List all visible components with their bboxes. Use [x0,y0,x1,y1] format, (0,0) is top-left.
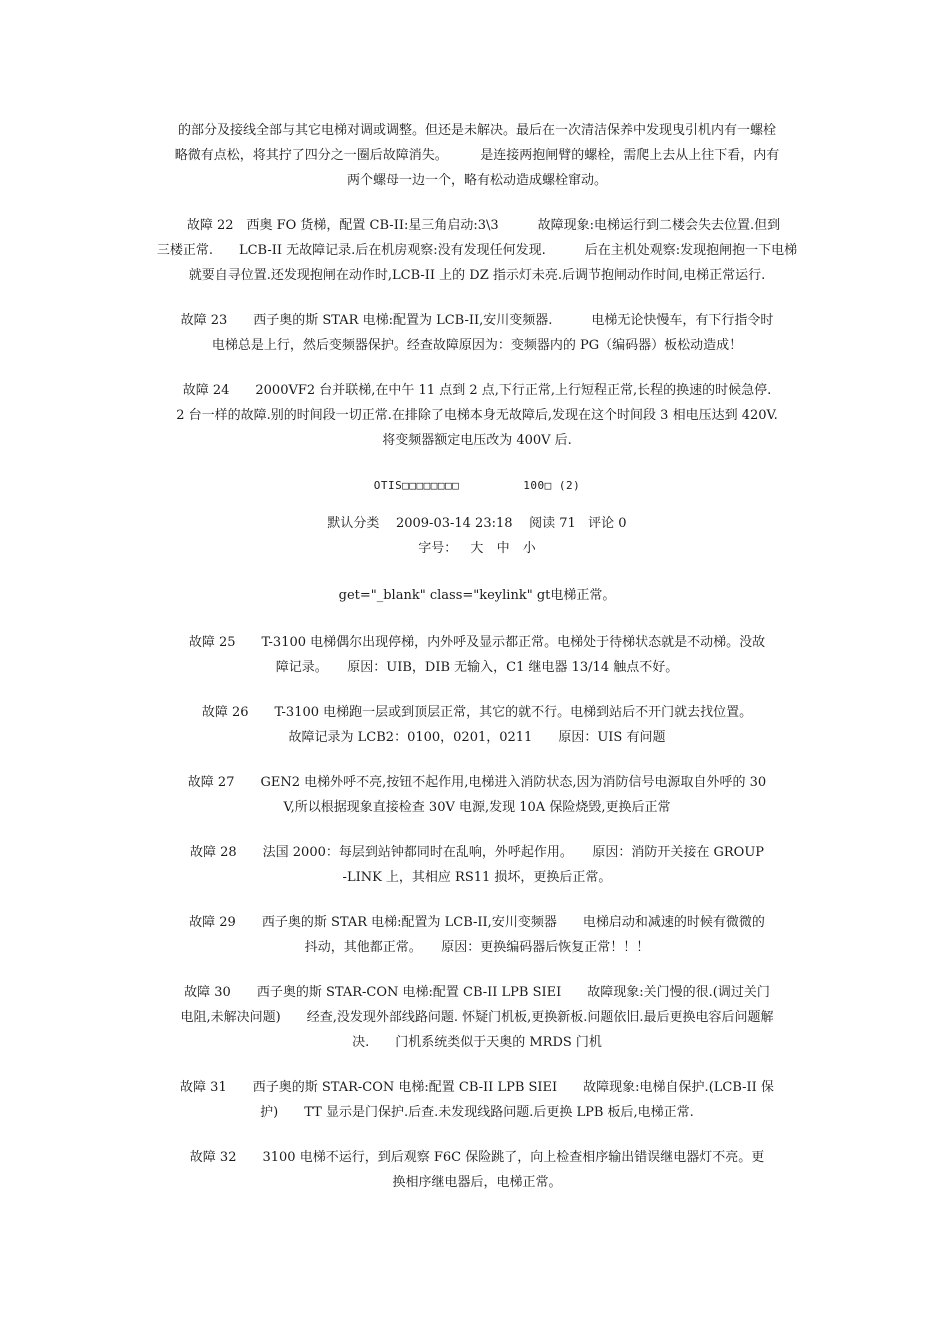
text-line: 故障 31 西子奥的斯 STAR-CON 电梯:配置 CB-II LPB SIEI 故障现象:电梯自保护.(LCB-II 保 [180,1080,774,1095]
fault-25-paragraph [146,630,808,680]
text-line: 故障 22 西奥 FO 货梯，配置 CB-II:星三角启动:3\3 故障现象:电梯运行到二楼会失去位置.但到 [173,218,781,233]
text-line: 故障 29 西子奥的斯 STAR 电梯:配置为 LCB-II,安川变频器 电梯启动和减速的时候有微微的 [189,915,765,930]
fault-23-paragraph [146,308,808,358]
fault-28-paragraph [146,840,808,890]
text-line: 决. 门机系统类似于天奥的 MRDS 门机 [352,1035,602,1050]
text-line: 故障 28 法国 2000：每层到站钟都同时在乱响，外呼起作用。 原因：消防开关接在 GROUP [189,845,765,860]
text-line: 故障 32 3100 电梯不运行，到后观察 F6C 保险跳了，向上检查相序输出错误继电器灯不亮。更 [189,1150,765,1165]
text-line: 故障 25 T-3100 电梯偶尔出现停梯，内外呼及显示都正常。电梯处于待梯状态就是不动梯。没故 [188,635,766,650]
post-meta [146,511,808,536]
fault-29-paragraph [146,910,808,960]
font-size-medium-link[interactable]: 中 [496,541,510,556]
text-line: 电阻,未解决问题) 经查,没发现外部线路问题. 怀疑门机板,更换新板.问题依旧.最后更换电容后问题解 [180,1010,774,1025]
continuation-paragraph [146,118,808,193]
fault-30-paragraph [146,980,808,1055]
text-line: 换相序继电器后，电梯正常。 [392,1175,562,1190]
text-line: 电梯总是上行，然后变频器保护。经查故障原因为：变频器内的 PG（编码器）板松动造成！ [211,338,743,353]
title-count: 100□ (2) [523,479,581,492]
comment-count[interactable]: 评论 0 [588,516,627,531]
text-line: 障记录。 原因：UIB，DIB 无输入，C1 继电器 13/14 触点不好。 [275,660,679,675]
text-line: 三楼正常. LCB-II 无故障记录.后在机房观察:没有发现任何发现. 后在主机处观察:发现抱闸抱一下电梯 [156,243,798,258]
article-title-garbled [146,475,808,497]
category-link[interactable]: 默认分类 [327,516,380,531]
text-line: 故障 26 T-3100 电梯跑一层或到顶层正常，其它的就不行。电梯到站后不开门就去找位置。 [201,705,753,720]
fault-31-paragraph [146,1075,808,1125]
text-line: 2 台一样的故障.别的时间段一切正常.在排除了电梯本身无故障后,发现在这个时间段 3 相电压达到 420V. [176,408,778,423]
font-size-small-link[interactable]: 小 [522,541,536,556]
text-line: 故障记录为 LCB2：0100，0201，0211 原因：UIS 有问题 [288,730,666,745]
markup-snippet: get="_blank" class="keylink" gt电梯正常。 [338,588,616,603]
fault-24-paragraph [146,378,808,453]
text-line: V,所以根据现象直接检查 30V 电源,发现 10A 保险烧毁,更换后正常 [283,800,671,815]
fault-27-paragraph [146,770,808,820]
text-line: 两个螺母一边一个，略有松动造成螺栓窜动。 [346,173,607,188]
post-datetime: 2009-03-14 23:18 [395,516,513,531]
font-size-switcher [146,536,808,561]
text-line: 抖动，其他都正常。 原因：更换编码器后恢复正常！！！ [304,940,650,955]
text-line: 将变频器额定电压改为 400V 后. [382,433,572,448]
text-line: 故障 24 2000VF2 台并联梯,在中午 11 点到 2 点,下行正常,上行短程正常,长程的换速的时候急停. [182,383,772,398]
title-text: OTIS□□□□□□□□ [373,479,460,492]
text-line: -LINK 上，其相应 RS11 损坏，更换后正常。 [342,870,612,885]
fault-32-paragraph [146,1145,808,1195]
font-size-label: 字号： [418,541,458,556]
text-line: 略微有点松，将其拧了四分之一圈后故障消失。 是连接两抱闸臂的螺栓，需爬上去从上往下看，内有 [174,148,780,163]
text-line: 故障 23 西子奥的斯 STAR 电梯:配置为 LCB-II,安川变频器. 电梯无论快慢车，有下行指令时 [180,313,774,328]
text-line: 就要自寻位置.还发现抱闸在动作时,LCB-II 上的 DZ 指示灯未亮.后调节抱闸动作时间,电梯正常运行. [188,268,766,283]
text-line: 故障 30 西子奥的斯 STAR-CON 电梯:配置 CB-II LPB SIEI 故障现象:关门慢的很.(调过关门 [184,985,770,1000]
text-line: 故障 27 GEN2 电梯外呼不亮,按钮不起作用,电梯进入消防状态,因为消防信号电源取自外呼的 30 [187,775,767,790]
document-page [146,118,808,1195]
fault-22-paragraph [146,213,808,288]
font-size-large-link[interactable]: 大 [470,541,484,556]
text-line: 护) TT 显示是门保护.后查.未发现线路问题.后更换 LPB 板后,电梯正常. [260,1105,694,1120]
fault-26-paragraph [146,700,808,750]
read-count: 阅读 71 [529,516,576,531]
text-line: 的部分及接线全部与其它电梯对调或调整。但还是未解决。最后在一次清洁保养中发现曳引机内有一螺栓 [177,123,776,138]
